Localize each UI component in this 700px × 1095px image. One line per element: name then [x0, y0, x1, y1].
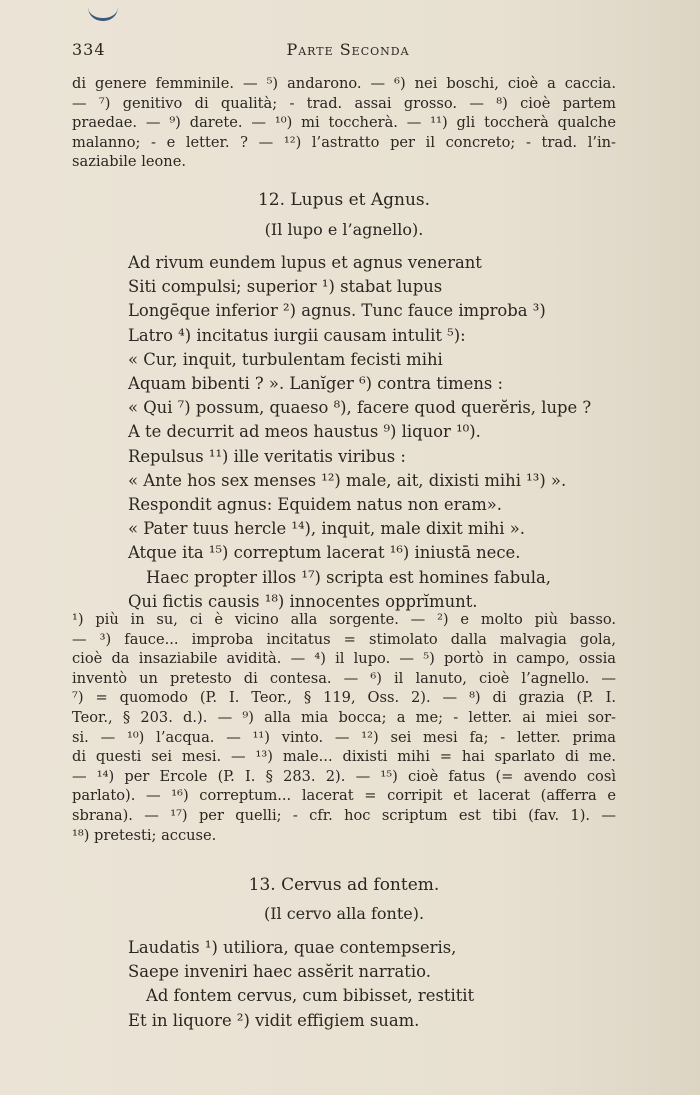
fable-13-subheading — [72, 904, 616, 928]
fable-title: 12. Lupus et Agnus. — [257, 190, 431, 210]
top-footnotes — [72, 74, 616, 172]
fable-13-verses — [128, 936, 620, 1033]
verse-line: Siti compulsi; superior ¹) stabat lupus — [128, 277, 443, 297]
verse-line: « Ante hos sex menses ¹²) male, ait, dixisti mihi ¹³) ». — [128, 470, 567, 490]
verse-line: Qui fictis causis ¹⁸) innocentes opprĭmunt. — [128, 591, 478, 611]
note-line: — ³) fauce... improba incitatus = stimolato dalla malvagia gola, — [72, 630, 616, 648]
fable-12-heading — [72, 190, 616, 216]
verse-line: « Pater tuus hercle ¹⁴), inquit, male dixit mihi ». — [128, 519, 525, 539]
verse-line: « Cur, inquit, turbulentam fecisti mihi — [128, 349, 443, 369]
note-line: di questi sei mesi. — ¹³) male... dixisti mihi = hai sparlato di me. — [72, 748, 616, 766]
fable-title: 13. Cervus ad fontem. — [248, 875, 440, 895]
page-number: 334 — [72, 40, 106, 59]
note-line: saziabile leone. — [72, 153, 186, 171]
fable-subtitle: (Il lupo e l’agnello). — [264, 220, 424, 239]
note-line: praedae. — ⁹) darete. — ¹⁰) mi toccherà. — ¹¹) gli toccherà qualche — [72, 114, 616, 132]
note-line: ¹) più in su, ci è vicino alla sorgente. — ²) e molto più basso. — [72, 611, 616, 628]
verse-line: Laudatis ¹) utiliora, quae contempseris, — [128, 938, 457, 957]
note-line: di genere femminile. — ⁵) andarono. — ⁶) nei boschi, cioè a caccia. — [72, 75, 616, 92]
verse-line: Respondit agnus: Equidem natus non eram». — [128, 495, 502, 515]
verse-line: Latro ⁴) incitatus iurgii causam intulit ⁵): — [128, 325, 466, 345]
note-line: parlato). — ¹⁶) correptum... lacerat = corripit et lacerat (afferra e — [72, 787, 616, 805]
note-line: ¹⁸) pretesti; accuse. — [72, 826, 217, 844]
note-line: malanno; - e letter. ? — ¹²) l’astratto per il concreto; - trad. l’in- — [72, 133, 616, 151]
verse-line: Saepe inveniri haec assĕrit narratio. — [128, 962, 431, 982]
fable-12-verses — [128, 251, 620, 614]
note-line: si. — ¹⁰) l’acqua. — ¹¹) vinto. — ¹²) sei mesi fa; - letter. prima — [72, 728, 616, 746]
note-line: ⁷) = quomodo (P. I. Teor., § 119, Oss. 2). — ⁸) di grazia (P. I. — [72, 689, 616, 707]
fable-subtitle: (Il cervo alla fonte). — [263, 904, 425, 923]
fable-13-heading — [72, 875, 616, 901]
note-line: inventò un pretesto di contesa. — ⁶) il lanuto, cioè l’agnello. — — [72, 669, 616, 687]
verse-line: Haec propter illos ¹⁷) scripta est homines fabula, — [146, 567, 551, 587]
fable-12-subheading — [72, 220, 616, 244]
verse-line: Repulsus ¹¹) ille veritatis viribus : — [128, 446, 406, 466]
verse-line: Ad rivum eundem lupus et agnus venerant — [128, 253, 482, 272]
note-line: sbrana). — ¹⁷) per quelli; - cfr. hoc scriptum est tibi (fav. 1). — — [72, 806, 616, 824]
note-line: — ⁷) genitivo di qualità; - trad. assai grosso. — ⁸) cioè partem — [72, 94, 616, 112]
ink-mark — [88, 0, 118, 21]
note-line: — ¹⁴) per Ercole (P. I. § 283. 2). — ¹⁵) cioè fatus (= avendo così — [72, 767, 616, 785]
verse-line: « Qui ⁷) possum, quaeso ⁸), facere quod querĕris, lupe ? — [128, 398, 592, 418]
verse-line: Et in liquore ²) vidit effigiem suam. — [128, 1010, 420, 1030]
verse-line: Atque ita ¹⁵) correptum lacerat ¹⁶) iniustā nece. — [128, 543, 521, 563]
note-line: Teor., § 203. d.). — ⁹) alla mia bocca; a me; - letter. ai miei sor- — [72, 708, 616, 726]
verse-line: Aquam bibenti ? ». Lanĭger ⁶) contra timens : — [128, 374, 504, 394]
note-line: cioè da insaziabile avidità. — ⁴) il lupo. — ⁵) portò in campo, ossia — [72, 650, 616, 668]
verse-line: A te decurrit ad meos haustus ⁹) liquor ¹⁰). — [128, 422, 481, 442]
running-head: Parte Seconda — [286, 40, 410, 59]
verse-line: Longēque inferior ²) agnus. Tunc fauce improba ³) — [128, 301, 546, 321]
fable-12-footnotes — [72, 610, 616, 845]
verse-line: Ad fontem cervus, cum bibisset, restitit — [146, 986, 475, 1006]
